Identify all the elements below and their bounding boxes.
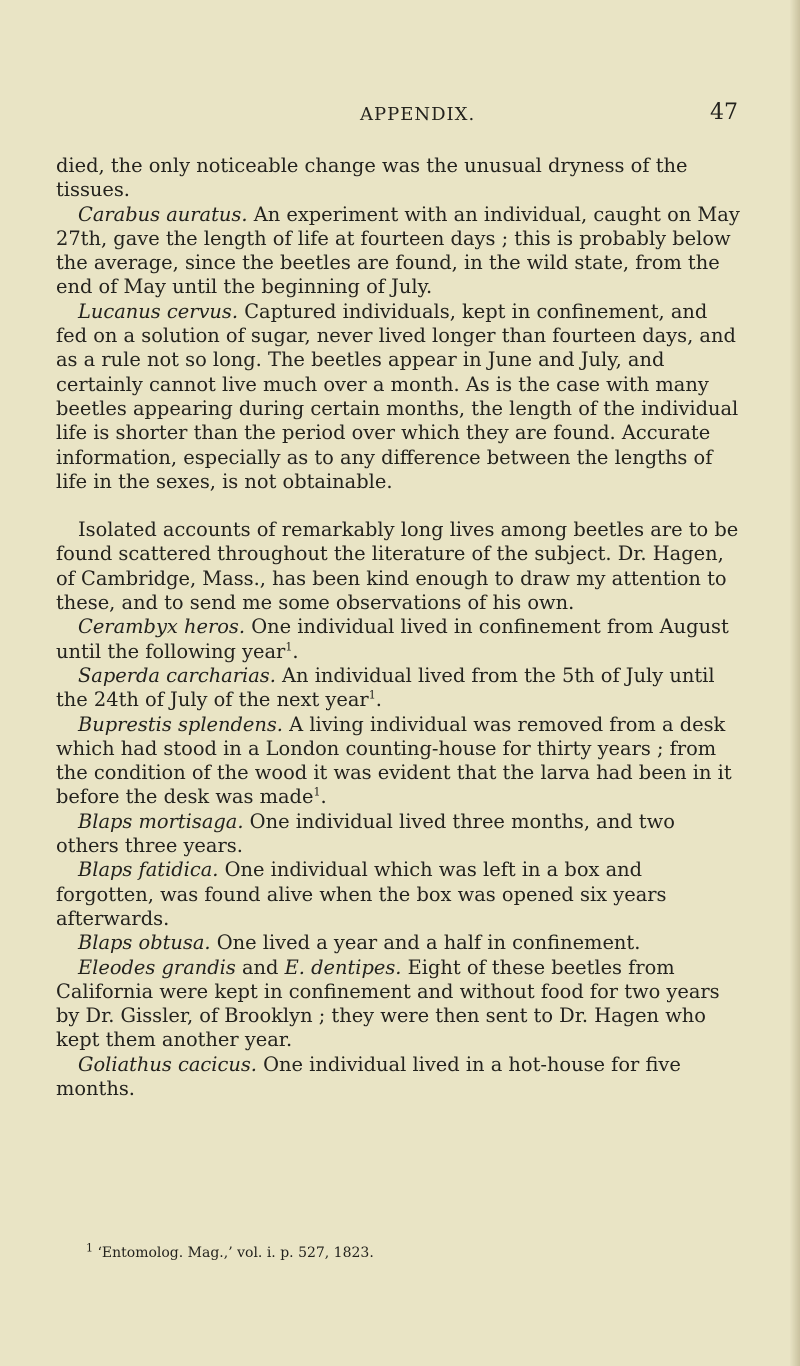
paragraph-goliathus bbox=[56, 1053, 740, 1102]
footnote-ref: 1 bbox=[313, 785, 321, 799]
species-name: Carabus auratus. bbox=[78, 202, 248, 226]
species-name: Lucanus cervus. bbox=[78, 299, 239, 323]
paragraph-eleodes bbox=[56, 956, 740, 1053]
paragraph-blaps-fatidica bbox=[56, 858, 740, 931]
species-name: Goliathus cacicus. bbox=[78, 1052, 257, 1076]
page-header bbox=[0, 100, 800, 134]
species-name-second: E. dentipes. bbox=[284, 955, 402, 979]
species-name: Blaps fatidica. bbox=[78, 858, 219, 882]
species-name: Eleodes grandis bbox=[78, 955, 236, 979]
paragraph-tail: . bbox=[292, 639, 299, 663]
footnote bbox=[86, 1241, 374, 1261]
footnote-ref: 1 bbox=[368, 688, 376, 702]
paragraph-lucanus bbox=[56, 300, 740, 494]
paragraph-text: One individual lived in a hot-house for five months. bbox=[56, 1052, 681, 1100]
species-name: Cerambyx heros. bbox=[78, 615, 246, 639]
species-name: Buprestis splendens. bbox=[78, 712, 283, 736]
page-edge-shadow bbox=[790, 0, 800, 1366]
paragraph-blaps-mortisaga bbox=[56, 810, 740, 859]
paragraph-text: Isolated accounts of remarkably long lives among beetles are to be found scattered throughout the literature of the subject. Dr. Hagen, of Cambridge, Mass., has been kind enough to draw my attention to these, and to send me some observations of his own. bbox=[56, 518, 739, 615]
footnote-text: ‘Entomolog. Mag.,’ vol. i. p. 527, 1823. bbox=[93, 1245, 374, 1261]
paragraph-text: Eight of these beetles from California were kept in confinement and without food for two years by Dr. Gissler, of Brooklyn ; they were then sent to Dr. Hagen who kept them another year. bbox=[56, 955, 720, 1052]
paragraph-text: An individual lived from the 5th of July until the 24th of July of the next year bbox=[56, 663, 715, 712]
paragraph-saperda bbox=[56, 664, 740, 713]
paragraph-continuation bbox=[56, 154, 740, 203]
footnote-ref: 1 bbox=[285, 640, 293, 654]
paragraph-text: Captured individuals, kept in confinement, and fed on a solution of sugar, never lived longer than fourteen days, and as a rule not so long. The beetles appear in June and July, and certainly cannot live much over a month. As is the case with many beetles appearing during certain months, the length of the individual life is shorter than the period over which they are found. Accurate information, especially as to any difference between the lengths of life in the sexes, is not obtainable. bbox=[56, 299, 739, 493]
species-name: Blaps mortisaga. bbox=[78, 809, 244, 833]
footnote-mark: 1 bbox=[86, 1241, 93, 1255]
paragraph-text: One lived a year and a half in confinement. bbox=[210, 931, 641, 955]
paragraph-tail: . bbox=[320, 785, 327, 809]
paragraph-blaps-obtusa bbox=[56, 931, 740, 955]
body-text bbox=[56, 154, 740, 1101]
paragraph-tail: . bbox=[375, 688, 382, 712]
paragraph-carabus bbox=[56, 203, 740, 300]
paragraph-text: An experiment with an individual, caught on May 27th, gave the length of life at fourteen days ; this is probably below the average, since the beetles are found, in the wild state, from the end of May until the beginning of July. bbox=[56, 202, 740, 299]
paragraph-text: One individual lived in confinement from August until the following year bbox=[56, 615, 729, 663]
paragraph-text: A living individual was removed from a desk which had stood in a London counting-house for thirty years ; from the condition of the wood it was evident that the larva had been in it before the desk was made bbox=[56, 712, 732, 809]
paragraph-text: died, the only noticeable change was the unusual dryness of the tissues. bbox=[56, 154, 688, 202]
species-name: Saperda carcharias. bbox=[78, 663, 276, 687]
paragraph-text: One individual lived three months, and two others three years. bbox=[56, 809, 675, 858]
paragraph-text: One individual which was left in a box and forgotten, was found alive when the box was opened six years afterwards. bbox=[56, 858, 667, 930]
page-number: 47 bbox=[710, 100, 738, 125]
paragraph-buprestis bbox=[56, 713, 740, 810]
paragraph-cerambyx bbox=[56, 615, 740, 664]
paragraph-isolated-accounts bbox=[56, 518, 740, 615]
species-name: Blaps obtusa. bbox=[78, 931, 211, 955]
species-connector: and bbox=[235, 955, 285, 979]
running-head: APPENDIX. bbox=[360, 104, 476, 125]
